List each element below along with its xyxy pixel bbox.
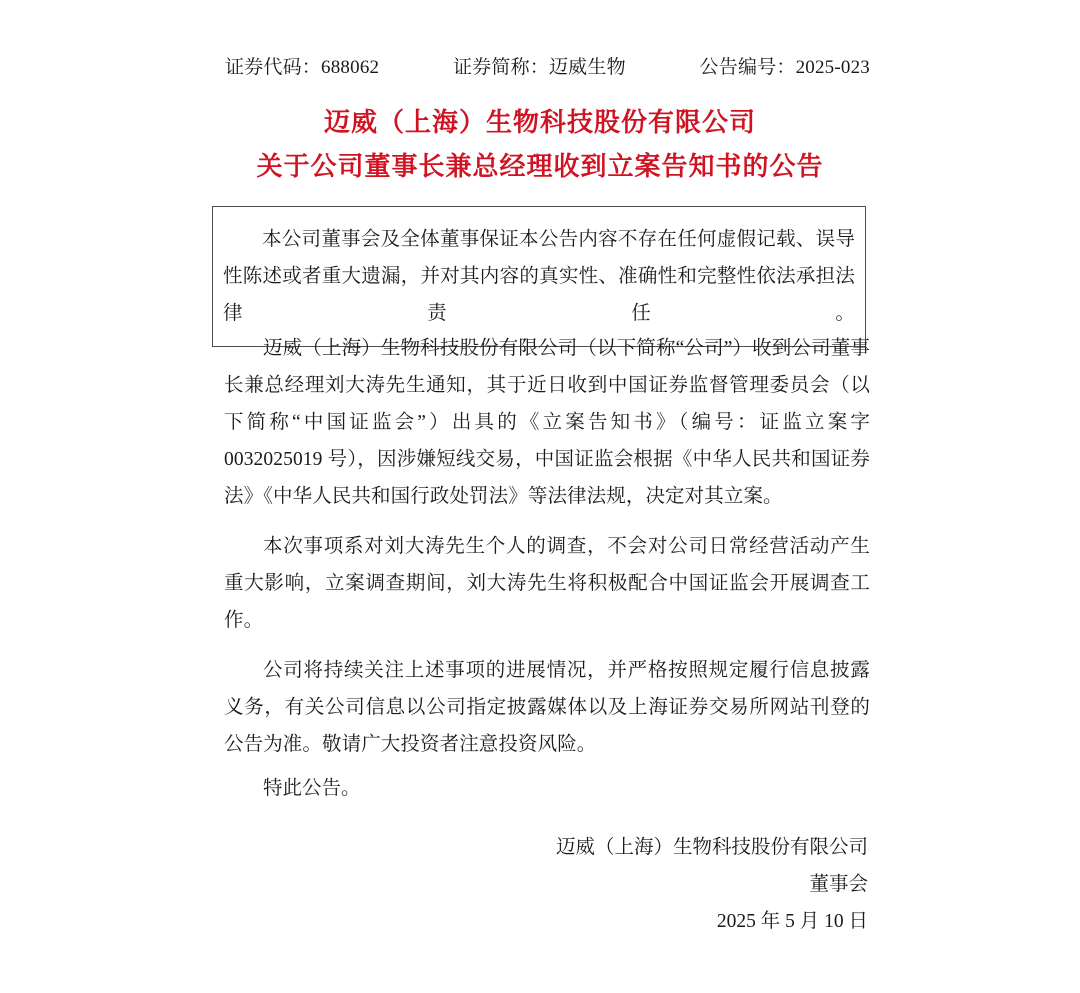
title-company-name: 迈威（上海）生物科技股份有限公司 <box>323 107 756 137</box>
page-title <box>0 100 1080 188</box>
closing-note: 特此公告。 <box>263 778 361 799</box>
closing-block <box>224 770 870 940</box>
security-name-label: 证券简称： <box>452 57 549 78</box>
signature-block <box>224 829 870 940</box>
body-paragraph: 公司将持续关注上述事项的进展情况，并严格按照规定履行信息披露义务，有关公司信息以公司指定披露媒体以及上海证券交易所网站刊登的公告为准。敬请广大投资者注意投资风险。 <box>224 660 870 755</box>
announcement-number-field <box>700 52 870 79</box>
announcement-number-label: 公告编号： <box>699 57 796 78</box>
disclaimer-text: 本公司董事会及全体董事保证本公告内容不存在任何虚假记载、误导性陈述或者重大遗漏，并对其内容的真实性、准确性和完整性依法承担法律责任。 <box>223 229 855 324</box>
security-name-value: 迈威生物 <box>548 57 626 78</box>
signature-date: 2025 年 5 月 10 日 <box>716 911 868 932</box>
document-header <box>225 52 870 79</box>
signature-issuer: 董事会 <box>809 874 868 895</box>
title-subject: 关于公司董事长兼总经理收到立案告知书的公告 <box>256 151 824 181</box>
body-paragraph: 本次事项系对刘大涛先生个人的调查，不会对公司日常经营活动产生重大影响，立案调查期间，刘大涛先生将积极配合中国证监会开展调查工作。 <box>224 536 870 631</box>
security-name-field <box>453 52 626 79</box>
signature-company: 迈威（上海）生物科技股份有限公司 <box>555 837 868 858</box>
announcement-body <box>224 330 870 763</box>
body-paragraph: 迈威（上海）生物科技股份有限公司（以下简称“公司”）收到公司董事长兼总经理刘大涛先生通知，其于近日收到中国证券监督管理委员会（以下简称“中国证监会”）出具的《立案告知书》（编号：证监立案字 0032025019 号），因涉嫌短线交易，中国证监会根据《中华人民共和国证券法》《中华人民共和国行政处罚法》等法律法规，决定对其立案。 <box>224 338 870 507</box>
disclaimer-box <box>212 206 866 347</box>
announcement-number-value: 2025-023 <box>795 57 870 78</box>
security-code-field <box>225 52 379 79</box>
security-code-label: 证券代码： <box>225 57 322 78</box>
security-code-value: 688062 <box>321 57 380 78</box>
